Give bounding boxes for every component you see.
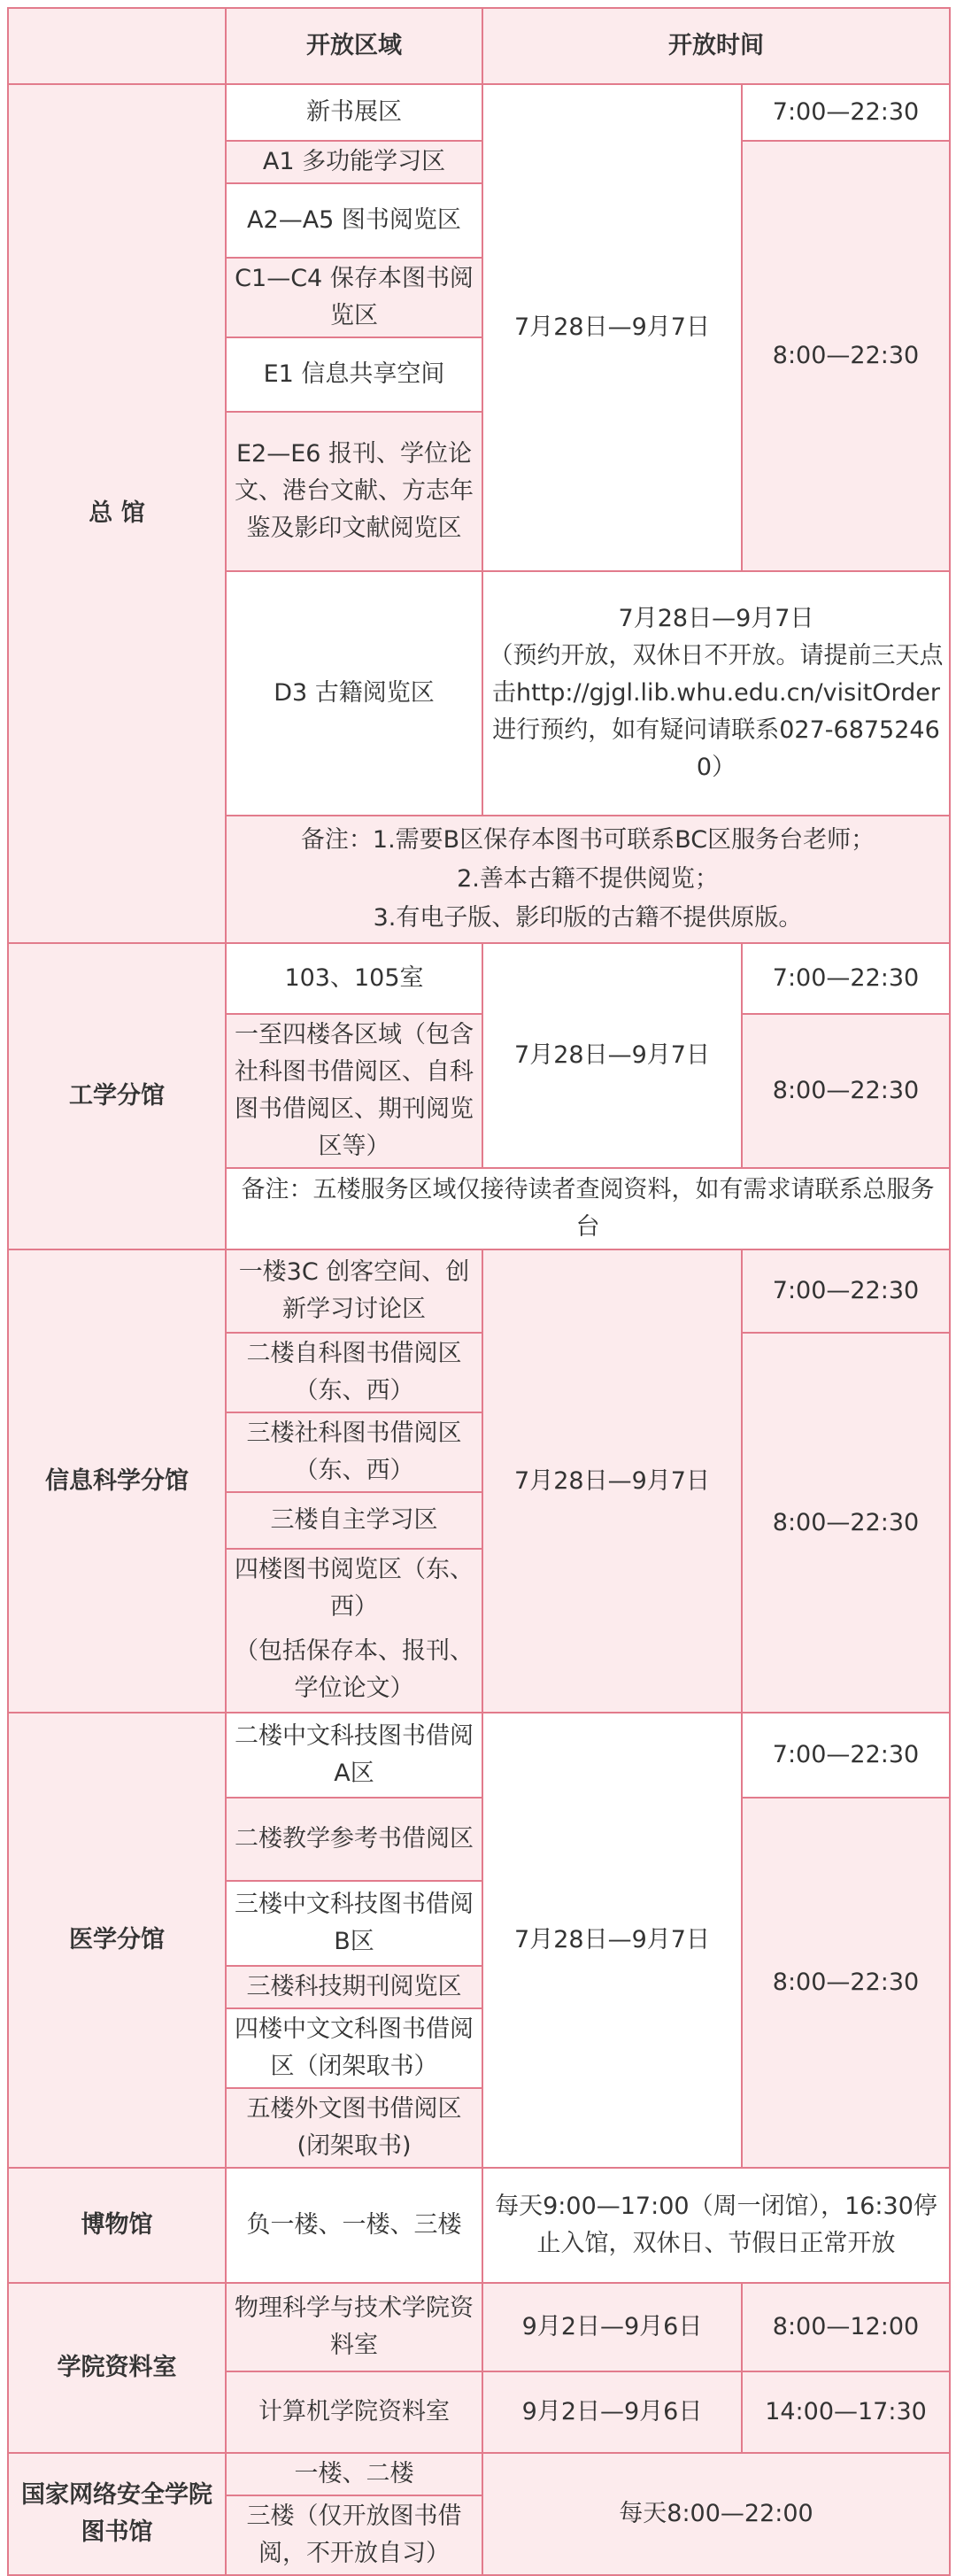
area-cell: 三楼中文科技图书借阅B区	[226, 1881, 482, 1966]
library-name-college: 学院资料室	[8, 2283, 226, 2453]
date-cell: 7月28日—9月7日	[482, 1249, 742, 1713]
time-cell: 7:00—22:30	[742, 1249, 950, 1333]
area-cell: 二楼中文科技图书借阅A区	[226, 1713, 482, 1798]
area-cell: 一至四楼各区域（包含社科图书借阅区、自科图书借阅区、期刊阅览区等）	[226, 1014, 482, 1168]
time-cell: 7:00—22:30	[742, 84, 950, 141]
library-name-info: 信息科学分馆	[8, 1249, 226, 1713]
area-cell: 103、105室	[226, 943, 482, 1014]
table-row	[8, 1249, 950, 1333]
area-cell: 三楼（仅开放图书借阅，不开放自习）	[226, 2495, 482, 2575]
d3-date: 7月28日—9月7日	[618, 605, 814, 632]
date-cell: 9月2日—9月6日	[482, 2283, 742, 2371]
library-name-cyber: 国家网络安全学院图书馆	[8, 2453, 226, 2575]
note-line: 备注：1.需要B区保存本图书可联系BC区服务台老师；	[300, 826, 875, 854]
time-cell: 7:00—22:30	[742, 943, 950, 1014]
header-row	[8, 8, 950, 84]
area-cell: C1—C4 保存本图书阅览区	[226, 258, 482, 337]
area-cell: 三楼自主学习区	[226, 1492, 482, 1549]
area-cell: 新书展区	[226, 84, 482, 141]
date-cell: 7月28日—9月7日	[482, 943, 742, 1168]
main-note-cell	[226, 816, 950, 943]
time-cell: 14:00—17:30	[742, 2371, 950, 2453]
hours-cell: 每天8:00—22:00	[482, 2453, 950, 2575]
area-cell: 物理科学与技术学院资料室	[226, 2283, 482, 2371]
header-blank	[8, 8, 226, 84]
area-cell: 五楼外文图书借阅区(闭架取书)	[226, 2088, 482, 2168]
library-name-eng: 工学分馆	[8, 943, 226, 1249]
time-cell: 8:00—12:00	[742, 2283, 950, 2371]
library-name-museum: 博物馆	[8, 2168, 226, 2283]
schedule-sheet	[7, 7, 949, 2576]
area-cell: A1 多功能学习区	[226, 141, 482, 183]
date-cell: 7月28日—9月7日	[482, 84, 742, 571]
table-row	[8, 84, 950, 141]
table-row	[8, 1713, 950, 1798]
date-cell: 9月2日—9月6日	[482, 2371, 742, 2453]
area-cell: D3 古籍阅览区	[226, 571, 482, 816]
area-cell: 四楼中文文科图书借阅区（闭架取书）	[226, 2008, 482, 2088]
area-cell: 负一楼、一楼、三楼	[226, 2168, 482, 2283]
area-cell: 三楼科技期刊阅览区	[226, 1966, 482, 2008]
opening-hours-table	[7, 7, 951, 2576]
area-cell: 二楼自科图书借阅区（东、西）	[226, 1333, 482, 1412]
table-row	[8, 2453, 950, 2495]
time-cell: 8:00—22:30	[742, 141, 950, 571]
area-cell: 二楼教学参考书借阅区	[226, 1798, 482, 1881]
hours-cell: 每天9:00—17:00（周一闭馆），16:30停止入馆，双休日、节假日正常开放	[482, 2168, 950, 2283]
note-line: 3.有电子版、影印版的古籍不提供原版。	[373, 904, 803, 932]
table-row	[8, 943, 950, 1014]
table-row	[8, 2168, 950, 2283]
date-cell: 7月28日—9月7日	[482, 1713, 742, 2168]
area-cell: 一楼3C 创客空间、创新学习讨论区	[226, 1249, 482, 1333]
time-cell: 8:00—22:30	[742, 1333, 950, 1713]
area-cell: E2—E6 报刊、学位论文、港台文献、方志年鉴及影印文献阅览区	[226, 412, 482, 571]
area-cell: （包括保存本、报刊、学位论文）	[226, 1628, 482, 1713]
library-name-main: 总 馆	[8, 84, 226, 943]
area-cell: 四楼图书阅览区（东、西）	[226, 1549, 482, 1628]
area-cell: E1 信息共享空间	[226, 337, 482, 412]
d3-hours-cell	[482, 571, 950, 816]
area-cell: 三楼社科图书借阅区（东、西）	[226, 1412, 482, 1492]
time-cell: 8:00—22:30	[742, 1798, 950, 2168]
area-cell: 计算机学院资料室	[226, 2371, 482, 2453]
area-cell: A2—A5 图书阅览区	[226, 183, 482, 258]
table-row	[8, 2283, 950, 2371]
time-cell: 7:00—22:30	[742, 1713, 950, 1798]
eng-note-cell: 备注：五楼服务区域仅接待读者查阅资料，如有需求请联系总服务台	[226, 1168, 950, 1249]
library-name-med: 医学分馆	[8, 1713, 226, 2168]
time-cell: 8:00—22:30	[742, 1014, 950, 1168]
d3-note: （预约开放，双休日不开放。请提前三天点击http://gjgl.lib.whu.edu.cn/visitOrder进行预约，如有疑问请联系027-68752460）	[489, 642, 944, 781]
header-time: 开放时间	[482, 8, 950, 84]
area-cell: 一楼、二楼	[226, 2453, 482, 2495]
header-area: 开放区域	[226, 8, 482, 84]
note-line: 2.善本古籍不提供阅览；	[457, 865, 719, 893]
